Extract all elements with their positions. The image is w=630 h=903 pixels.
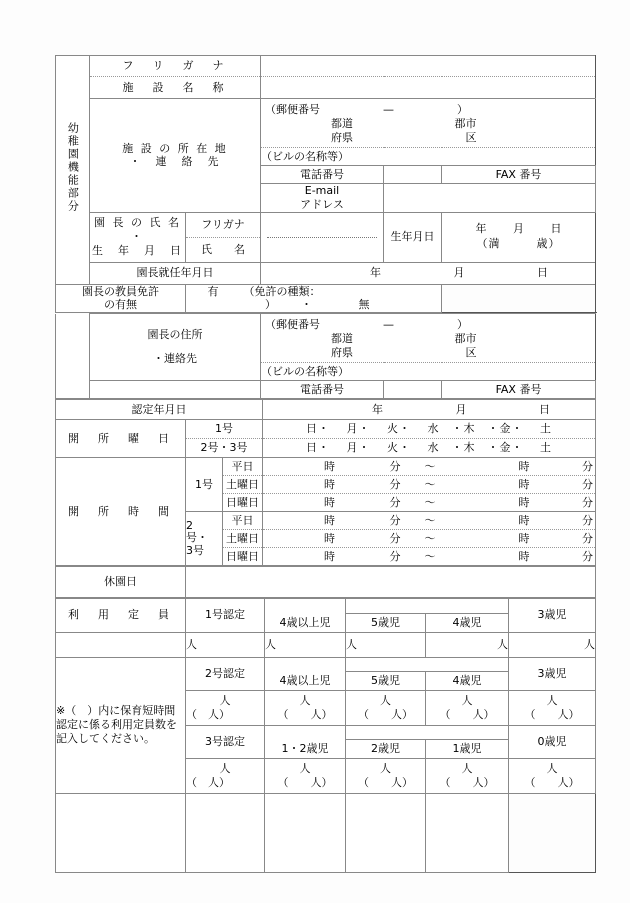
label-open-hours: 開 所 時 間 — [56, 458, 186, 566]
label-capacity-type3: 3号認定 — [186, 725, 265, 758]
row-facility-name — [56, 77, 596, 99]
field-certification-date[interactable] — [263, 400, 596, 420]
nin-lower: （ 人） — [186, 775, 230, 789]
capacity-value-type3-age12[interactable] — [265, 758, 346, 793]
principal-todofuken-2: 府県 — [331, 345, 353, 359]
nin-lower: （ 人） — [186, 707, 230, 721]
time-range-t23-sunday — [263, 550, 595, 564]
hour-start: 時 — [324, 495, 336, 509]
certification-month: 月 — [455, 402, 467, 416]
kindergarten-section-table — [55, 55, 596, 313]
minute-start: 分 — [389, 549, 401, 563]
nin-upper: 人 — [380, 761, 391, 775]
nin-upper: 人 — [380, 693, 391, 707]
label-principal-address — [90, 314, 261, 381]
time-range-t1-saturday — [263, 478, 595, 492]
row-capacity-values-1 — [56, 632, 596, 657]
principal-postal-line — [261, 316, 595, 332]
certification-year: 年 — [372, 402, 384, 416]
name-dotted-rule — [267, 237, 377, 238]
license-yes[interactable]: 有 — [207, 284, 219, 298]
label-open-days: 開 所 曜 日 — [56, 420, 186, 458]
hour-start: 時 — [324, 459, 336, 473]
hour-start: 時 — [324, 549, 336, 563]
capacity-value-type2-age5[interactable] — [346, 690, 426, 725]
field-hours-t1-saturday[interactable] — [263, 476, 596, 494]
principal-postal-dash: — — [383, 318, 394, 332]
label-capacity: 利 用 定 員 — [56, 599, 186, 633]
label-facility-address-line1: 施 設 の 所 在 地 — [122, 141, 228, 155]
label-principal-license-line2: の有無 — [104, 298, 137, 312]
principal-postal-close: ） — [457, 318, 468, 332]
field-principal-building[interactable]: （ビルの名称等） — [261, 363, 596, 381]
label-hours-t23-weekday: 平日 — [223, 512, 263, 530]
label-capacity-age4plus-2b: 4歳以上児 — [265, 672, 346, 691]
label-capacity-age3-2: 3歳児 — [509, 657, 596, 690]
label-principal-address-line1: 園長の住所 — [147, 328, 203, 342]
row-facility-furigana — [56, 56, 596, 77]
label-facility-name: 施 設 名 称 — [90, 77, 261, 99]
minute-end: 分 — [582, 459, 594, 473]
label-capacity-age4plus-1b: 4歳以上児 — [265, 614, 346, 633]
row-capacity-header-1 — [56, 599, 596, 614]
principal-todofuken-1: 都道 — [331, 332, 353, 346]
label-facility-address-line2: ・ 連 絡 先 — [129, 155, 221, 169]
nin-upper: 人 — [219, 693, 231, 707]
capacity-value-type1-age5[interactable]: 人 — [346, 632, 426, 657]
label-principal-name-line2: 生 年 月 日 — [92, 243, 183, 257]
closed-days-table — [55, 566, 596, 598]
row-certification-date — [56, 400, 596, 420]
nin-upper: 人 — [546, 693, 558, 707]
label-principal-birthdate: 生年月日 — [384, 212, 442, 262]
principal-gunshi: 郡市 — [454, 332, 477, 346]
label-capacity-age1-3: 1歳児 — [426, 740, 509, 759]
row-open-hours-t1-weekday — [56, 458, 596, 476]
label-principal-name-line1: 園 長 の 氏 名 ・ — [94, 216, 181, 244]
label-capacity-type1: 1号認定 — [186, 599, 265, 633]
birthdate-inner — [442, 222, 595, 252]
hour-end: 時 — [518, 495, 530, 509]
capacity-trailing-5 — [426, 793, 509, 872]
time-range-t1-weekday — [263, 460, 595, 474]
birthdate-age: （満 歳） — [476, 237, 561, 250]
nin-upper: 人 — [299, 761, 311, 775]
principal-ku: 区 — [465, 345, 477, 359]
label-capacity-age4plus-2 — [265, 657, 346, 672]
principal-prefecture-line-2 — [261, 346, 595, 360]
label-hours-t1-sunday: 日曜日 — [223, 494, 263, 512]
field-principal-appointment[interactable] — [261, 262, 596, 284]
row-capacity-header-2 — [56, 657, 596, 672]
nin-upper: 人 — [461, 761, 473, 775]
label-capacity-age4-1: 4歳児 — [426, 614, 509, 633]
label-principal-name — [90, 212, 186, 262]
hour-end: 時 — [518, 513, 530, 527]
label-closed-days: 休園日 — [56, 567, 186, 598]
capacity-value-type1-age4[interactable]: 人 — [426, 632, 509, 657]
row-closed-days — [56, 567, 596, 598]
capacity-header-gap-3 — [346, 725, 509, 740]
label-open-days-type23: 2号・3号 — [186, 439, 263, 458]
appointment-ymd — [261, 266, 595, 280]
field-open-days-type23[interactable]: 日・ 月・ 火・ 水 ・木 ・金・ 土 — [263, 439, 596, 458]
gunshi-label: 郡市 — [454, 117, 477, 131]
label-capacity-age5-1: 5歳児 — [346, 614, 426, 633]
field-facility-name[interactable] — [261, 77, 596, 99]
license-inner — [186, 285, 441, 313]
hour-start: 時 — [324, 477, 336, 491]
field-hours-t23-saturday[interactable] — [263, 530, 596, 548]
label-hours-type23-line1: 2 — [186, 518, 193, 532]
field-facility-email[interactable] — [384, 184, 596, 213]
row-principal-license — [56, 284, 596, 313]
field-open-days-type1[interactable]: 日・ 月・ 火・ 水 ・木 ・金・ 土 — [263, 420, 596, 439]
certification-hours-table — [55, 399, 596, 566]
row-open-days-type1 — [56, 420, 596, 439]
capacity-value-type1-age4plus[interactable]: 人 — [265, 632, 346, 657]
field-principal-name[interactable] — [261, 212, 384, 262]
capacity-note-spacer — [56, 632, 186, 657]
capacity-note: ※（ ）内に保育短時間認定に係る利用定員数を記入してください。 — [56, 657, 186, 793]
row-principal-tel — [56, 381, 596, 399]
birthdate-month: 月 — [513, 222, 524, 236]
minute-end: 分 — [582, 531, 594, 545]
postal-close: ） — [457, 103, 468, 117]
appointment-year: 年 — [370, 266, 381, 280]
field-facility-building[interactable]: （ビルの名称等） — [261, 148, 596, 166]
label-facility-tel: 電話番号 — [261, 166, 384, 184]
label-facility-email-line2: アドレス — [300, 197, 344, 211]
capacity-value-type2-age4plus[interactable] — [265, 690, 346, 725]
label-hours-t23-saturday: 土曜日 — [223, 530, 263, 548]
license-type-close: ） — [265, 298, 276, 312]
nin-lower: （ 人） — [277, 775, 333, 789]
minute-end: 分 — [582, 495, 594, 509]
form-root — [55, 55, 595, 841]
minute-start: 分 — [389, 477, 401, 491]
license-no[interactable]: 無 — [358, 298, 370, 312]
capacity-header-gap-2 — [346, 657, 509, 672]
label-principal-tel: 電話番号 — [261, 381, 384, 399]
hour-end: 時 — [518, 531, 530, 545]
row-principal-address — [56, 314, 596, 363]
field-facility-address[interactable] — [261, 99, 596, 148]
label-capacity-age4plus-1 — [265, 599, 346, 614]
field-principal-tel[interactable] — [384, 381, 442, 399]
label-capacity-age2-3: 2歳児 — [346, 740, 426, 759]
license-separator: ・ — [301, 298, 312, 312]
capacity-value-type3-total[interactable] — [186, 758, 265, 793]
label-capacity-age5-2: 5歳児 — [346, 672, 426, 691]
label-hours-type1: 1号 — [186, 458, 223, 512]
postal-label: （郵便番号 — [265, 103, 320, 117]
capacity-trailing-1 — [56, 793, 186, 872]
field-hours-t23-sunday[interactable] — [263, 548, 596, 566]
range-tilde: ～ — [424, 531, 436, 545]
label-principal-name-field: 氏 名 — [186, 237, 261, 262]
capacity-value-type1-age3[interactable]: 人 — [509, 632, 596, 657]
nin-lower: （ 人） — [439, 775, 495, 789]
capacity-trailing-2 — [186, 793, 265, 872]
license-type-label: （免許の種類： — [243, 284, 321, 298]
label-capacity-age4-2: 4歳児 — [426, 672, 509, 691]
label-facility-email-line1: E-mail — [304, 184, 340, 197]
label-hours-t23-sunday: 日曜日 — [223, 548, 263, 566]
label-facility-address — [90, 99, 261, 213]
capacity-value-type3-age0[interactable] — [509, 758, 596, 793]
label-principal-fax: FAX 番号 — [442, 381, 596, 399]
principal-postal-label: （郵便番号 — [265, 318, 320, 332]
label-hours-type23 — [186, 512, 223, 566]
nin-lower: （ 人） — [358, 775, 413, 789]
field-principal-birthdate[interactable] — [442, 212, 596, 262]
todofuken-label-2: 府県 — [331, 130, 353, 144]
hour-start: 時 — [324, 531, 336, 545]
row-facility-address — [56, 99, 596, 148]
label-hours-type23-line2: 号・ — [186, 531, 208, 545]
label-capacity-age12-3b: 1・2歳児 — [265, 740, 346, 759]
minute-end: 分 — [582, 549, 594, 563]
time-range-t23-saturday — [263, 532, 595, 546]
capacity-value-type2-total[interactable] — [186, 690, 265, 725]
prefecture-line — [261, 117, 595, 131]
vertical-section-label-cont — [56, 314, 90, 399]
label-principal-address-line2: ・連絡先 — [153, 352, 197, 365]
minute-end: 分 — [582, 477, 594, 491]
nin-lower: （ 人） — [277, 707, 333, 721]
hour-start: 時 — [324, 513, 336, 527]
range-tilde: ～ — [424, 513, 436, 527]
label-open-days-type1: 1号 — [186, 420, 263, 439]
label-facility-email — [261, 184, 384, 213]
label-principal-license — [56, 284, 186, 313]
capacity-table — [55, 598, 596, 873]
range-tilde: ～ — [424, 459, 436, 473]
field-hours-t1-sunday[interactable] — [263, 494, 596, 512]
birthdate-day: 日 — [550, 222, 562, 236]
field-principal-address[interactable] — [261, 314, 596, 363]
todofuken-label-1: 都道 — [331, 117, 353, 131]
capacity-trailing-3 — [265, 793, 346, 872]
minute-end: 分 — [582, 513, 594, 527]
field-facility-tel[interactable] — [384, 166, 442, 184]
label-capacity-age3-1: 3歳児 — [509, 599, 596, 633]
minute-start: 分 — [389, 459, 401, 473]
nin-lower: （ 人） — [439, 707, 495, 721]
birthdate-year: 年 — [475, 222, 487, 236]
nin-upper: 人 — [219, 761, 231, 775]
postal-dash: — — [383, 103, 394, 117]
range-tilde: ～ — [424, 495, 436, 509]
capacity-value-type2-age4[interactable] — [426, 690, 509, 725]
field-hours-t23-weekday[interactable] — [263, 512, 596, 530]
label-certification-date: 認定年月日 — [56, 400, 263, 420]
label-capacity-type2: 2号認定 — [186, 657, 265, 690]
label-principal-appointment: 園長就任年月日 — [90, 262, 261, 284]
nin-lower: （ 人） — [358, 707, 413, 721]
label-facility-fax: FAX 番号 — [442, 166, 596, 184]
certification-day: 日 — [539, 402, 551, 416]
label-hours-t1-weekday: 平日 — [223, 458, 263, 476]
ku-label: 区 — [465, 130, 477, 144]
row-principal-furigana — [56, 212, 596, 237]
hour-end: 時 — [518, 549, 530, 563]
principal-prefecture-line — [261, 332, 595, 346]
label-hours-t1-saturday: 土曜日 — [223, 476, 263, 494]
nin-lower: （ 人） — [524, 775, 580, 789]
label-capacity-age12-3 — [265, 725, 346, 740]
capacity-trailing-4 — [346, 793, 426, 872]
birthdate-ymd — [442, 222, 595, 237]
time-range-t1-sunday — [263, 496, 595, 510]
range-tilde: ～ — [424, 549, 436, 563]
nin-lower: （ 人） — [524, 707, 580, 721]
nin-upper: 人 — [461, 693, 473, 707]
postal-code-line — [261, 101, 595, 117]
nin-upper: 人 — [299, 693, 311, 707]
nin-upper: 人 — [546, 761, 558, 775]
label-capacity-age0-3: 0歳児 — [509, 725, 596, 758]
capacity-value-type3-age1[interactable] — [426, 758, 509, 793]
label-facility-furigana: フ リ ガ ナ — [90, 56, 261, 77]
field-hours-t1-weekday[interactable] — [263, 458, 596, 476]
capacity-header-gap-1 — [346, 599, 509, 614]
appointment-day: 日 — [537, 266, 548, 280]
hour-end: 時 — [518, 459, 530, 473]
row-capacity-trailing — [56, 793, 596, 872]
minute-start: 分 — [389, 513, 401, 527]
capacity-value-type1-total[interactable]: 人 — [186, 632, 265, 657]
label-hours-type23-line3: 3号 — [186, 543, 204, 557]
minute-start: 分 — [389, 531, 401, 545]
principal-address-table — [55, 313, 596, 399]
capacity-value-type2-age3[interactable] — [509, 690, 596, 725]
row-principal-appointment — [56, 262, 596, 284]
time-range-t23-weekday — [263, 514, 595, 528]
minute-start: 分 — [389, 495, 401, 509]
label-principal-license-line1: 園長の教員免許 — [82, 284, 159, 298]
capacity-value-type3-age2[interactable] — [346, 758, 426, 793]
field-facility-furigana[interactable] — [261, 56, 596, 77]
hour-end: 時 — [518, 477, 530, 491]
certification-ymd — [263, 403, 595, 417]
field-principal-license[interactable] — [186, 284, 442, 313]
vertical-section-label: 幼稚園機能部分 — [56, 56, 90, 285]
field-closed-days[interactable] — [186, 567, 596, 598]
appointment-month: 月 — [453, 266, 465, 280]
prefecture-line-2 — [261, 131, 595, 145]
label-principal-furigana: フリガナ — [186, 212, 261, 237]
range-tilde: ～ — [424, 477, 436, 491]
